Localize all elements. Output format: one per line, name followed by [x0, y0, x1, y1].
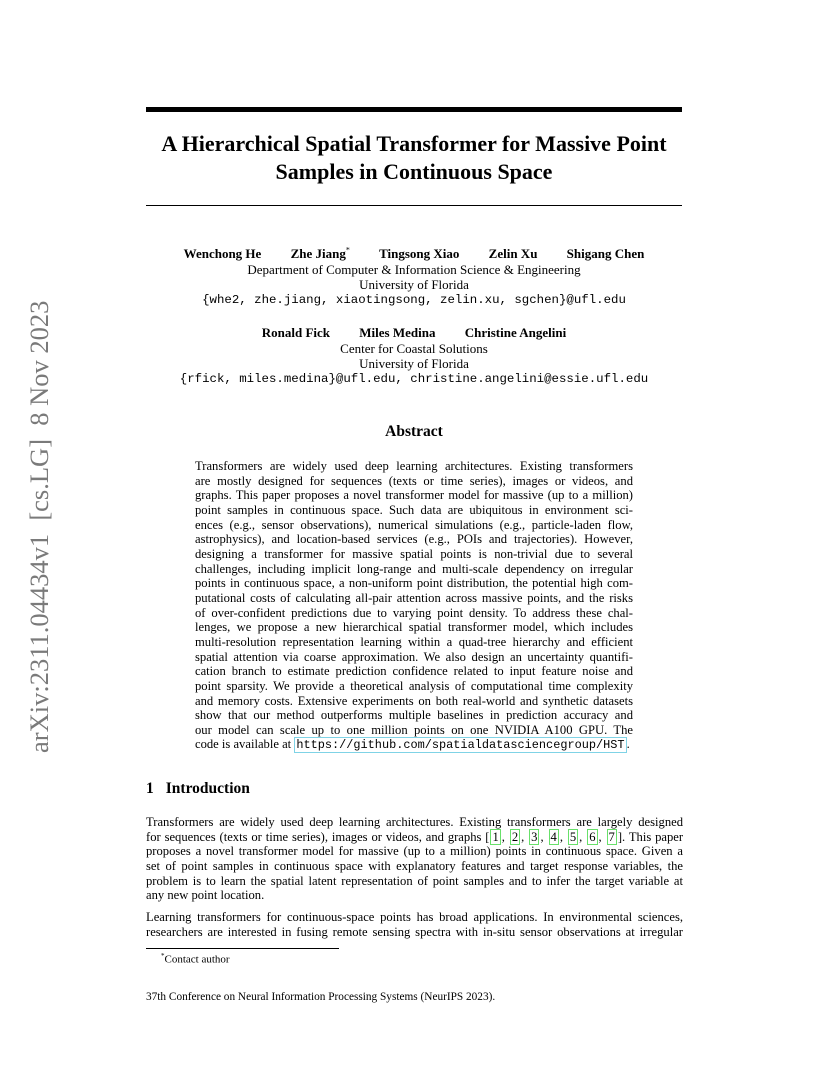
- author-names-1: [146, 243, 682, 262]
- title-top-rule: [146, 107, 682, 112]
- author-names-2: [146, 325, 682, 341]
- abstract-line: of over-confident predictions due to varying point density. To address these chal-: [195, 605, 633, 620]
- section-number: 1: [146, 780, 154, 797]
- abstract-line: cation branch to estimate prediction confidence related to input feature noise and: [195, 664, 633, 679]
- citation-link[interactable]: 6: [589, 829, 596, 844]
- title-bottom-rule: [146, 205, 682, 206]
- body-line: problem is to learn the spatial latent representation of point samples and to infer the target variable at: [146, 873, 683, 888]
- intro-paragraph-2: [146, 910, 683, 939]
- abstract-heading: Abstract: [385, 423, 443, 440]
- arxiv-identifier-text: arXiv:2311.04434v1 [cs.LG] 8 Nov 2023: [24, 300, 54, 753]
- author-name: Wenchong He: [183, 246, 262, 262]
- abstract-line: lenges, we propose a new hierarchical spatial transformer model, which includes: [195, 620, 633, 635]
- author-name: Zhe Jiang*: [290, 246, 350, 262]
- citation-link[interactable]: 3: [531, 829, 538, 844]
- body-line: any new point location.: [146, 888, 265, 903]
- citation-link[interactable]: 7: [608, 829, 615, 844]
- body-line: set of point samples in continuous space with explanatory features and target response variables, the: [146, 858, 683, 873]
- abstract-line: graphs. This paper proposes a novel transformer model for massive (up to a million): [195, 488, 633, 503]
- abstract-line: our model can scale up to one million points on one NVIDIA A100 GPU. The: [195, 722, 633, 737]
- body-line: Learning transformers for continuous-space points has broad applications. In environmental sciences,: [146, 910, 683, 924]
- venue-footer: 37th Conference on Neural Information Processing Systems (NeurIPS 2023).: [146, 991, 496, 1003]
- citation-link[interactable]: 5: [569, 829, 577, 844]
- abstract-line: show that our method outperforms multiple baselines in prediction accuracy and: [195, 708, 633, 723]
- author-name: Christine Angelini: [464, 325, 567, 340]
- author-name: Shigang Chen: [566, 246, 645, 262]
- footnote: [161, 952, 230, 966]
- author-name: Miles Medina: [359, 325, 436, 340]
- email-list: {whe2, zhe.jiang, xiaotingsong, zelin.xu, sgchen}@ufl.edu: [202, 292, 626, 307]
- email-list: {rfick, miles.medina}@ufl.edu, christine.angelini@essie.ufl.edu: [179, 371, 649, 386]
- abstract-line: putational costs of calculating all-pair attention across massive points, and the risks: [195, 590, 633, 605]
- abstract-line: code is available at https://github.com/spatialdatasciencegroup/HST .: [195, 737, 630, 753]
- code-repository-link[interactable]: https://github.com/spatialdatasciencegroup/HST: [296, 738, 625, 753]
- abstract-line: points in continuous space, a non-uniform point distribution, the potential high com-: [195, 576, 633, 591]
- abstract-body: [195, 459, 633, 753]
- author-group-2: [146, 325, 682, 387]
- abstract-line: designing a transformer for massive spatial points is non-trivial due to several: [195, 546, 633, 561]
- footnote-mark: *: [161, 952, 165, 960]
- footnote-rule: [146, 948, 339, 949]
- title-line-1: A Hierarchical Spatial Transformer for Massive Point: [161, 131, 667, 156]
- abstract-line: challenges, including implicit long-range and multi-scale dependency on irregular: [195, 561, 633, 576]
- body-line: proposes a novel transformer model for massive (up to a million) points in continuous space. Given a: [146, 844, 683, 859]
- intro-paragraph-1: [146, 815, 683, 903]
- author-group-1: [146, 243, 682, 308]
- arxiv-identifier: [18, 288, 56, 758]
- abstract-line: spatial attention via coarse approximation. We also design an uncertainty quantifi-: [195, 649, 633, 664]
- abstract-line: multi-resolution representation learning within a quad-tree hierarchy and efficient: [195, 634, 633, 649]
- abstract-line: astrophysics), and location-based services (e.g., POIs and trajectories). However,: [195, 532, 633, 547]
- author-name: Ronald Fick: [261, 325, 331, 340]
- author-name: Tingsong Xiao: [379, 246, 460, 262]
- author-name: Zelin Xu: [488, 246, 538, 262]
- body-line: for sequences (texts or time series), images or videos, and graphs [ 1 , 2 , 3 , 4 , 5 , 6 , 7 ]. This paper: [146, 829, 684, 844]
- footnote-text: Contact author: [164, 953, 230, 966]
- university: University of Florida: [359, 356, 469, 371]
- abstract-line: point sparsity. We provide a theoretical analysis of computational time complexity: [195, 678, 633, 693]
- section-title: Introduction: [165, 780, 250, 797]
- citation-link[interactable]: 4: [550, 829, 557, 844]
- body-line: researchers are interested in fusing remote sensing spectra with in-situ sensor observations at irregular: [146, 924, 683, 939]
- section-heading: [146, 780, 250, 798]
- body-line: Transformers are widely used deep learning architectures. Existing transformers are largely designed: [146, 815, 683, 829]
- abstract-line: and memory costs. Extensive experiments on both real-world and synthetic datasets: [195, 693, 633, 708]
- affiliation: Department of Computer & Information Science & Engineering: [247, 261, 581, 277]
- citation-link[interactable]: 2: [511, 829, 519, 844]
- abstract-line: Transformers are widely used deep learning architectures. Existing transformers: [195, 459, 633, 473]
- paper-title: [146, 130, 682, 186]
- university: University of Florida: [359, 277, 469, 293]
- footnote-mark: *: [345, 246, 350, 255]
- citation-link[interactable]: 1: [492, 829, 499, 844]
- affiliation: Center for Coastal Solutions: [340, 340, 488, 356]
- abstract-line: ences (e.g., sensor observations), numerical simulations (e.g., particle-laden flow,: [195, 517, 633, 532]
- abstract-line: point samples in continuous space. Such data are ubiquitous in environment sci-: [195, 502, 633, 517]
- title-line-2: Samples in Continuous Space: [275, 159, 553, 184]
- abstract-line: are mostly designed for sequences (texts or time series), images or videos, and: [195, 473, 633, 488]
